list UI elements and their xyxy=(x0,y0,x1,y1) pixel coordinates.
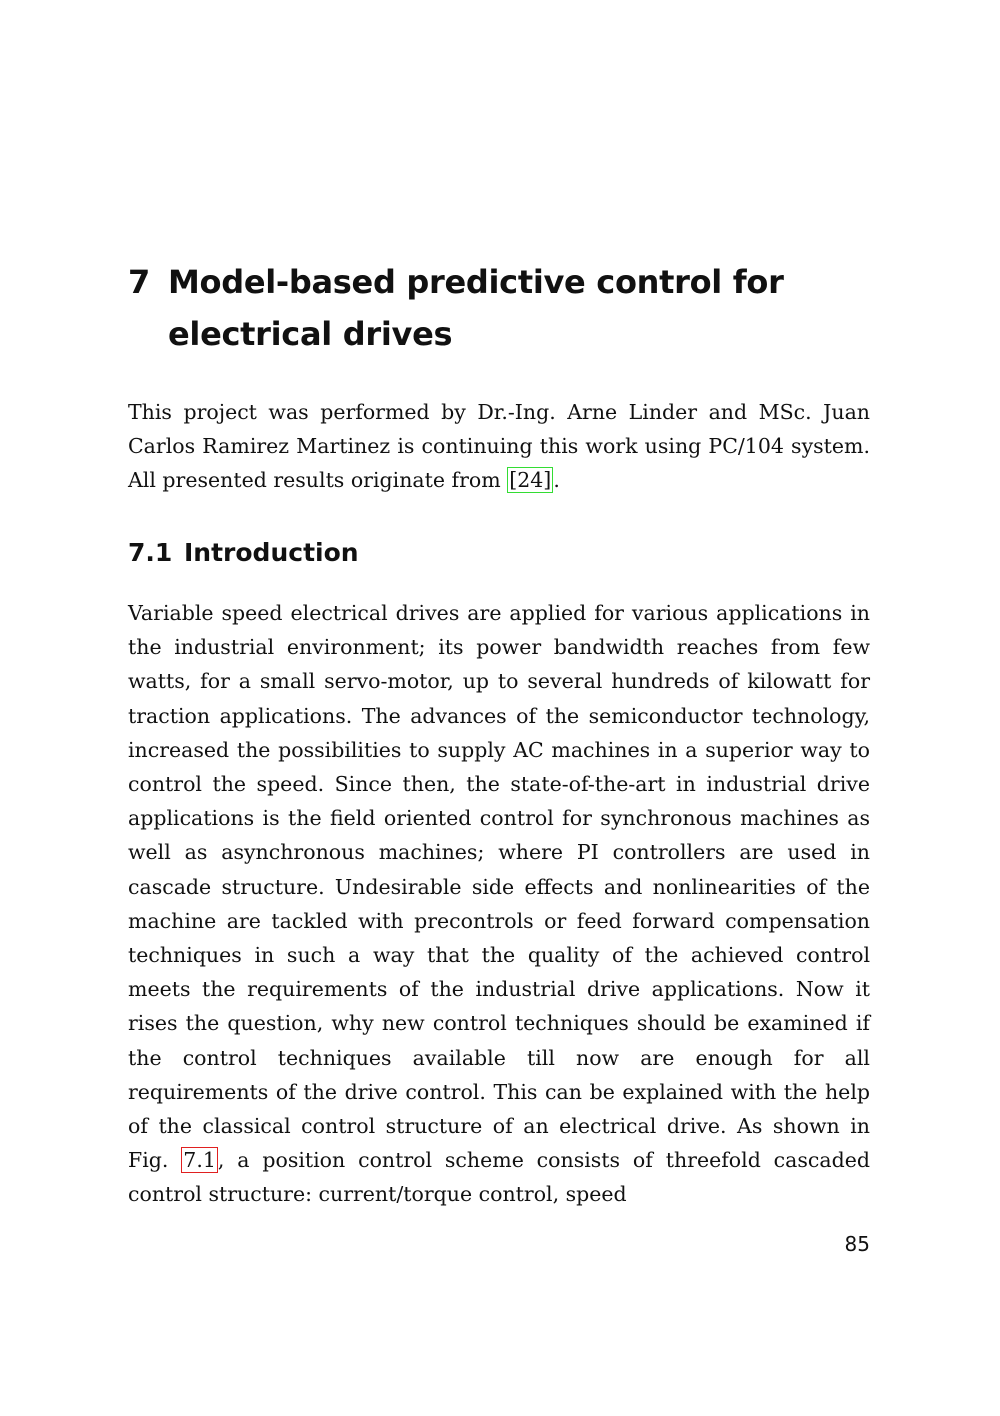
section-text: Variable speed electrical drives are applied for various applications in the industrial environment; its power bandwidth reaches from few watts, for a small servo-motor, up to several hundreds of kilowatt for traction applications. The advances of the semiconductor technology, increased the possibilities to supply AC machines in a superior way to control the speed. Since then, the state-of-the-art in industrial drive applications is the field oriented control for synchronous machines as well as asynchronous machines; where PI controllers are used in cascade structure. Undesirable side effects and nonlinearities of the machine are tackled with precontrols or feed forward compensation techniques in such a way that the quality of the achieved control meets the requirements of the industrial drive applications. Now it rises the question, why new control techniques should be examined if the control techniques available till now are enough for all requirements of the drive control. This can be explained with the help of the classical control structure of an electrical drive. As shown in Fig. xyxy=(128,601,870,1173)
section-title xyxy=(128,534,359,572)
chapter-number: 7 xyxy=(128,263,150,301)
chapter-title xyxy=(128,256,888,360)
intro-text: This project was performed by Dr.-Ing. Arne Linder and MSc. Juan Carlos Ramirez Martinez is continuing this work using PC/104 system. All presented results originate from xyxy=(128,400,870,493)
chapter-title-line2: electrical drives xyxy=(168,315,453,353)
section-paragraph xyxy=(128,596,870,1212)
chapter-title-line1: Model-based predictive control for xyxy=(168,263,784,301)
intro-paragraph xyxy=(128,395,870,498)
section-number: 7.1 xyxy=(128,538,173,567)
figure-reference-link[interactable]: 7.1 xyxy=(183,1148,216,1173)
page-number: 85 xyxy=(844,1232,870,1256)
section-title-text: Introduction xyxy=(184,538,359,567)
citation-link[interactable]: [24] xyxy=(509,468,552,493)
section-text-end: , a position control scheme consists of threefold cascaded control structure: current/torque control, speed xyxy=(128,1148,870,1207)
intro-text-end: . xyxy=(553,468,560,493)
